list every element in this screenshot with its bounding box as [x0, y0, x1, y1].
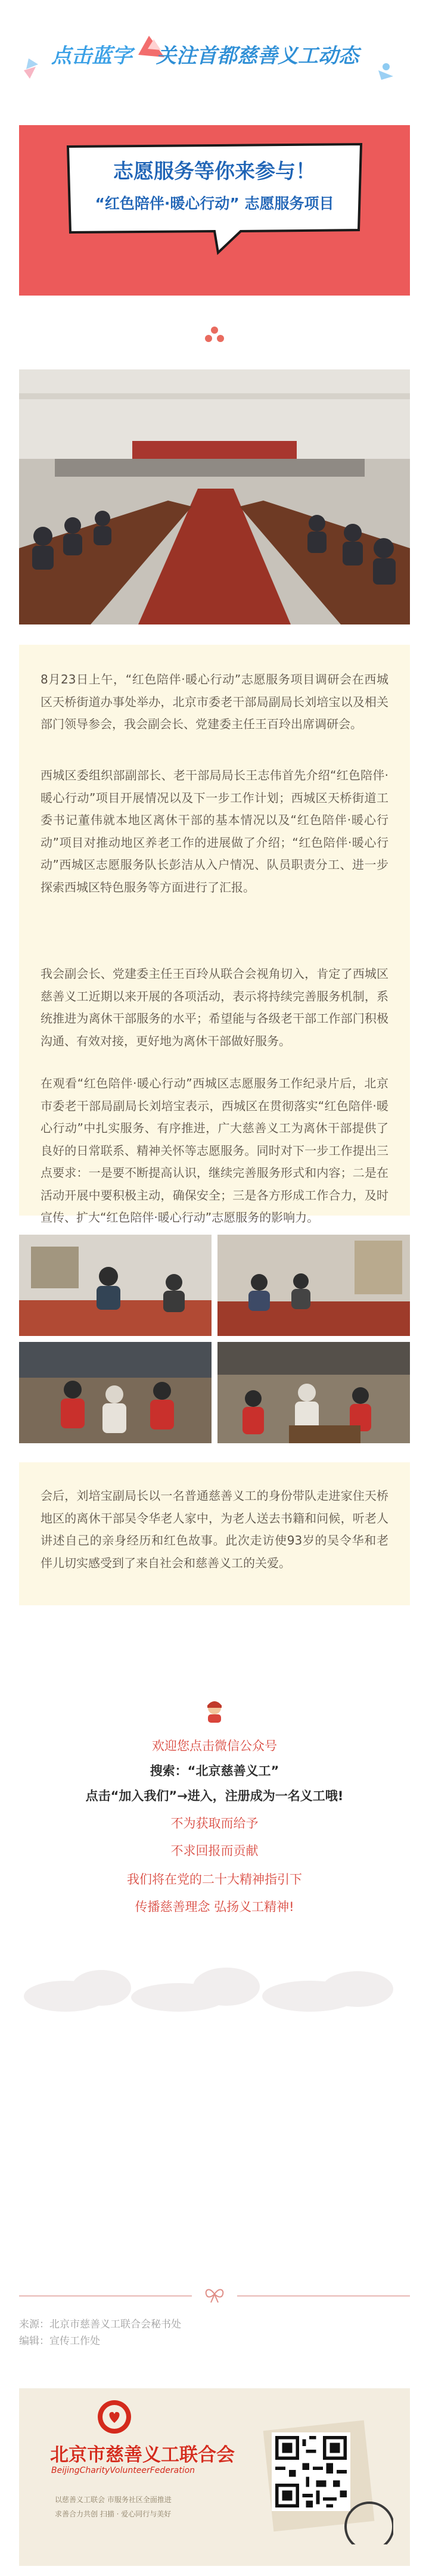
org-slogan-2: 求善合力共创 扫描 · 爱心同行与美好	[55, 2510, 172, 2518]
editor-line: 编辑：宣传工作处	[19, 2335, 100, 2347]
follow-line-4: 不为获取而给予	[170, 1816, 259, 1831]
article-paragraph-1: 8月23日上午，“红色陪伴·暖心行动”志愿服务项目调研会在西城区天桥街道办事处举办，北京市委老干部局副局长刘培宝以及相关部门领导参会，我会副会长、党建委主任王百玲出席调研会。	[41, 672, 388, 731]
promo-title: 志愿服务等你来参与！	[113, 160, 316, 184]
banner-highlight[interactable]: 点击蓝字	[51, 44, 132, 68]
follow-line-1: 欢迎您点击微信公众号	[152, 1739, 277, 1753]
follow-line-5: 不求回报而贡献	[170, 1844, 259, 1858]
follow-search-line: 搜索：“北京慈善义工”	[150, 1764, 279, 1778]
visit-photo-2	[217, 1235, 410, 1336]
follow-join-line: 点击“加入我们”→进入，注册成为一名义工哦!	[85, 1789, 344, 1803]
divider-right	[237, 2295, 410, 2297]
qr-code-icon	[275, 2436, 347, 2507]
volunteer-mascot-icon	[204, 1699, 225, 1723]
article-paragraph-3: 我会副会长、党建委主任王百玲从联合会视角切入，肯定了西城区慈善义工近期以来开展的各项活动，表示将持续完善服务机制，系统推进为离休干部服务的水平；希望能与各级老干部工作部门积极沟通、有效对接，更好地为离休干部做好服务。	[41, 967, 388, 1048]
source-line: 来源：北京市慈善义工联合会秘书处	[19, 2319, 181, 2330]
follow-line-6: 我们将在党的二十大精神指引下	[127, 1872, 302, 1887]
banner-headline[interactable]	[51, 39, 359, 69]
org-name-en: BeijingCharityVolunteerFederation	[51, 2466, 195, 2475]
qr-code[interactable]	[272, 2432, 350, 2511]
visit-photo-3	[19, 1342, 212, 1443]
org-logo-icon	[95, 2398, 133, 2436]
follow-line-7: 传播慈善理念 弘扬义工精神!	[135, 1900, 294, 1914]
closing-paragraph: 会后，刘培宝副局长以一名普通慈善义工的身份带队走进家住天桥地区的离休干部吴令华老人家中，为老人送去书籍和问候，听老人讲述自己的亲身经历和红色故事。此次走访使93岁的吴令华和老伴儿切实感受到了来自社会和慈善义工的关爱。	[41, 1489, 388, 1570]
article-paragraph-2: 西城区委组织部副部长、老干部局局长王志伟首先介绍“红色陪伴·暖心行动”项目开展情况以及下一步工作计划；西城区天桥街道工委书记董伟就本地区离休干部的基本情况以及“红色陪伴·暖心行动”项目对推动地区养老工作的进展做了介绍；“红色陪伴·暖心行动”西城区志愿服务队长彭洁从入户情况、队员职责分工、进一步探索西城区特色服务等方面进行了汇报。	[41, 768, 388, 894]
divider-dot	[217, 335, 224, 342]
cloud-decoration	[0, 1960, 429, 2014]
org-name: 北京市慈善义工联合会	[50, 2444, 235, 2466]
bow-icon	[204, 2286, 225, 2305]
meeting-photo	[19, 369, 410, 624]
divider-dot	[211, 327, 218, 334]
divider-left	[19, 2295, 192, 2297]
banner-rest: 关注首都慈善义工动态	[156, 44, 359, 68]
promo-subtitle: “红色陪伴·暖心行动” 志愿服务项目	[95, 195, 334, 212]
divider-dot	[205, 335, 212, 342]
org-slogan-1: 以慈善义工联会 市服务社区全面推进	[55, 2496, 172, 2504]
article-paragraph-4: 在观看“红色陪伴·暖心行动”西城区志愿服务工作纪录片后，北京市委老干部局副局长刘培宝表示，西城区在贯彻落实“红色陪伴·暖心行动”中扎实服务、有序推进，广大慈善义工为离休干部提供了良好的日常联系、精神关怀等志愿服务。同时对下一步工作提出三点要求：一是要不断提高认识，继续完善服务形式和内容；二是在活动开展中要积极主动，确保安全；三是各方形成工作合力，及时宣传、扩大“红色陪伴·暖心行动”志愿服务的影响力。	[41, 1076, 388, 1225]
visit-photo-4	[217, 1342, 410, 1443]
visit-photo-1	[19, 1235, 212, 1336]
